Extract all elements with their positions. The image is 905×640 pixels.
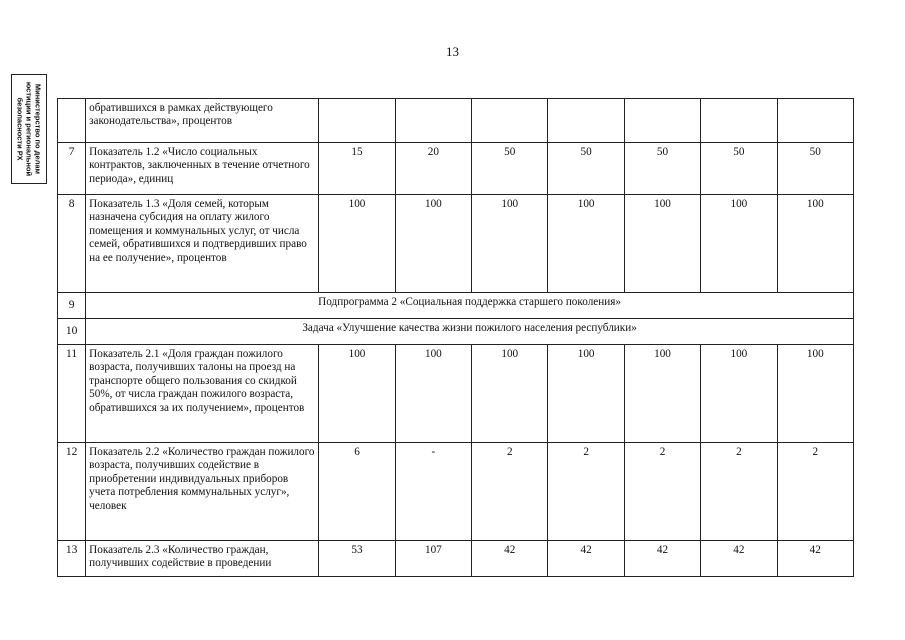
indicator-value: 50	[624, 143, 700, 195]
table-row	[58, 345, 854, 443]
indicator-value: 100	[548, 345, 624, 443]
indicator-value: 2	[624, 443, 700, 541]
table-row	[58, 541, 854, 577]
indicator-value: 100	[777, 195, 853, 293]
indicator-value	[472, 99, 548, 143]
indicator-value: 100	[319, 345, 395, 443]
indicator-value: 42	[701, 541, 777, 577]
indicator-value: 42	[624, 541, 700, 577]
indicator-value: 100	[777, 345, 853, 443]
stamp-line: Министерство по делам	[33, 83, 43, 175]
stamp-text	[16, 75, 43, 183]
indicator-value: 42	[548, 541, 624, 577]
table-row	[58, 99, 854, 143]
indicator-value: 107	[395, 541, 471, 577]
table-row	[58, 195, 854, 293]
indicator-description: Показатель 1.3 «Доля семей, которым назначена субсидия на оплату жилого помещения и коммунальных услуг, от числа семей, обратившихся и подтвердивших право на ее получение», процентов	[86, 195, 319, 293]
indicator-description: Показатель 2.1 «Доля граждан пожилого возраста, получивших талоны на проезд на транспорте общего пользования со скидкой 50%, от числа граждан пожилого возраста, обратившихся за их получением», процентов	[86, 345, 319, 443]
indicator-value: 2	[472, 443, 548, 541]
indicator-value	[701, 99, 777, 143]
ministry-stamp	[11, 74, 47, 184]
row-number: 8	[58, 195, 86, 293]
indicator-value: 42	[777, 541, 853, 577]
row-number: 10	[58, 319, 86, 345]
indicator-value: 6	[319, 443, 395, 541]
indicator-value: 100	[319, 195, 395, 293]
indicator-value: 100	[395, 345, 471, 443]
indicator-value: 50	[701, 143, 777, 195]
indicator-value: 42	[472, 541, 548, 577]
indicator-description: Показатель 2.3 «Количество граждан, получивших содействие в проведении	[86, 541, 319, 577]
row-number: 9	[58, 293, 86, 319]
indicator-value	[777, 99, 853, 143]
indicators-table	[57, 98, 854, 577]
section-title: Задача «Улучшение качества жизни пожилого населения республики»	[86, 319, 854, 345]
page-number: 13	[446, 44, 459, 59]
row-number: 7	[58, 143, 86, 195]
indicator-value: 100	[472, 195, 548, 293]
indicator-value: 2	[548, 443, 624, 541]
indicator-value: -	[395, 443, 471, 541]
indicator-value: 100	[701, 345, 777, 443]
indicator-value: 15	[319, 143, 395, 195]
table-row	[58, 143, 854, 195]
indicator-value: 2	[777, 443, 853, 541]
table-row	[58, 443, 854, 541]
section-title: Подпрограмма 2 «Социальная поддержка старшего поколения»	[86, 293, 854, 319]
stamp-line: юстиции и региональной	[24, 81, 34, 177]
indicator-value: 50	[777, 143, 853, 195]
section-row	[58, 319, 854, 345]
indicator-value: 100	[548, 195, 624, 293]
indicator-value: 50	[472, 143, 548, 195]
indicator-value: 2	[701, 443, 777, 541]
indicator-value	[319, 99, 395, 143]
row-number: 12	[58, 443, 86, 541]
row-number	[58, 99, 86, 143]
indicator-value: 53	[319, 541, 395, 577]
indicator-value: 20	[395, 143, 471, 195]
indicator-description: Показатель 2.2 «Количество граждан пожилого возраста, получивших содействие в приобретении индивидуальных приборов учета потребления коммунальных услуг», человек	[86, 443, 319, 541]
indicator-description: Показатель 1.2 «Число социальных контрактов, заключенных в течение отчетного периода», единиц	[86, 143, 319, 195]
row-number: 13	[58, 541, 86, 577]
indicator-value: 100	[701, 195, 777, 293]
indicator-value: 100	[395, 195, 471, 293]
indicator-value	[395, 99, 471, 143]
stamp-line: безопасности РХ	[15, 97, 25, 161]
indicator-value: 100	[624, 195, 700, 293]
indicator-value: 100	[472, 345, 548, 443]
row-number: 11	[58, 345, 86, 443]
indicator-value	[624, 99, 700, 143]
indicator-value: 50	[548, 143, 624, 195]
indicator-value: 100	[624, 345, 700, 443]
indicator-description: обратившихся в рамках действующего законодательства», процентов	[86, 99, 319, 143]
section-row	[58, 293, 854, 319]
indicator-value	[548, 99, 624, 143]
